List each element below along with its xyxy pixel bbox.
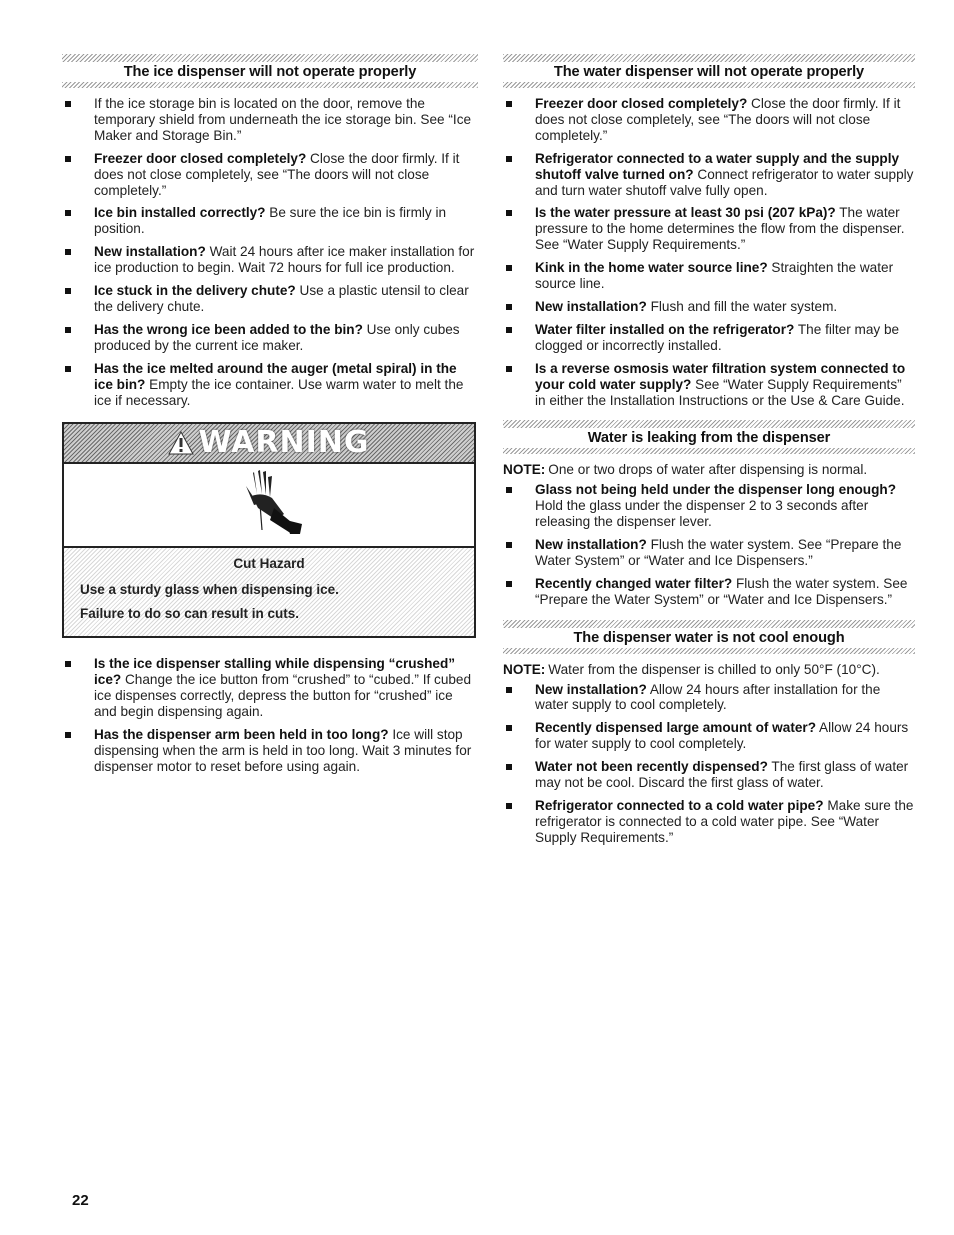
list-item: New installation? Allow 24 hours after installation for the water supply to cool completely. xyxy=(503,682,915,714)
right-column xyxy=(503,54,915,853)
cool-note: NOTE: Water from the dispenser is chilled to only 50°F (10°C). xyxy=(503,661,880,677)
bullet-icon xyxy=(506,581,512,587)
bullet-icon xyxy=(506,487,512,493)
list-item: Glass not being held under the dispenser long enough? Hold the glass under the dispenser 2 to 3 seconds after releasing the dispenser lever. xyxy=(503,482,915,530)
leak-section-header xyxy=(503,420,915,454)
ice-section-title: The ice dispenser will not operate properly xyxy=(123,64,417,80)
list-item: Is a reverse osmosis water filtration system connected to your cold water supply? See “Water Supply Requirements” in either the Installation Instructions or the Use & Care Guide. xyxy=(503,361,915,409)
leak-note: NOTE: One or two drops of water after dispensing is normal. xyxy=(503,462,868,478)
list-item: Refrigerator connected to a cold water pipe? Make sure the refrigerator is connected to a cold water pipe. See “Water Supply Requirements.” xyxy=(503,798,915,846)
water-section-title: The water dispenser will not operate properly xyxy=(553,64,865,80)
warning-box xyxy=(62,422,476,638)
bullet-icon xyxy=(506,304,512,310)
warning-line-1: Use a sturdy glass when dispensing ice. xyxy=(80,582,339,598)
bullet-icon xyxy=(506,210,512,216)
list-item: New installation? Flush the water system. See “Prepare the Water System” or “Water and Ice Dispensers.” xyxy=(503,537,915,569)
list-item: Kink in the home water source line? Straighten the water source line. xyxy=(503,260,915,292)
bullet-icon xyxy=(65,101,71,107)
cut-hand-icon xyxy=(224,468,314,542)
warning-header xyxy=(64,424,474,464)
bullet-icon xyxy=(65,366,71,372)
bullet-icon xyxy=(65,732,71,738)
cool-section-title: The dispenser water is not cool enough xyxy=(573,629,845,646)
cool-section-list xyxy=(503,682,915,846)
bullet-icon xyxy=(65,156,71,162)
list-item: New installation? Wait 24 hours after ice maker installation for ice production to begin. Wait 72 hours for full ice production. xyxy=(62,244,478,276)
ice-section-list xyxy=(62,96,478,408)
list-item: New installation? Flush and fill the water system. xyxy=(503,299,915,315)
list-item: Is the water pressure at least 30 psi (207 kPa)? The water pressure to the home determines the flow from the dispenser. See “Water Supply Requirements.” xyxy=(503,205,915,253)
water-section-list xyxy=(503,96,915,408)
list-item: Has the wrong ice been added to the bin? Use only cubes produced by the current ice maker. xyxy=(62,322,478,354)
cool-section-header xyxy=(503,620,915,654)
left-column xyxy=(62,54,478,781)
bullet-icon xyxy=(506,156,512,162)
bullet-icon xyxy=(65,288,71,294)
leak-section-title: Water is leaking from the dispenser xyxy=(587,430,831,447)
list-item: Water filter installed on the refrigerator? The filter may be clogged or incorrectly installed. xyxy=(503,322,915,354)
warning-body xyxy=(64,548,474,636)
warning-line-2: Failure to do so can result in cuts. xyxy=(80,606,300,622)
list-item: Ice bin installed correctly? Be sure the ice bin is firmly in position. xyxy=(62,205,478,237)
warning-graphic xyxy=(64,464,474,548)
leak-section-list xyxy=(503,482,915,607)
bullet-icon xyxy=(506,725,512,731)
warning-title: WARNING xyxy=(198,425,370,461)
list-item: Has the ice melted around the auger (metal spiral) in the ice bin? Empty the ice container. Use warm water to melt the ice if necessary. xyxy=(62,361,478,409)
list-item: Freezer door closed completely? Close the door firmly. If it does not close completely, see “The doors will not close completely.” xyxy=(503,96,915,144)
warning-hazard: Cut Hazard xyxy=(233,556,305,572)
bullet-icon xyxy=(506,265,512,271)
ice-more-list xyxy=(62,656,478,774)
ice-section-header xyxy=(62,54,478,88)
bullet-icon xyxy=(506,542,512,548)
bullet-icon xyxy=(506,803,512,809)
list-item: Is the ice dispenser stalling while dispensing “crushed” ice? Change the ice button from “crushed” to “cubed.” If cubed ice dispenses correctly, depress the button for “crushed” ice and begin dispensing again. xyxy=(62,656,478,720)
list-item: Recently changed water filter? Flush the water system. See “Prepare the Water System” or “Water and Ice Dispensers.” xyxy=(503,576,915,608)
list-item: Recently dispensed large amount of water? Allow 24 hours for water supply to cool completely. xyxy=(503,720,915,752)
bullet-icon xyxy=(65,210,71,216)
bullet-icon xyxy=(506,101,512,107)
bullet-icon xyxy=(506,327,512,333)
warning-triangle-icon xyxy=(168,431,194,455)
bullet-icon xyxy=(506,764,512,770)
list-item: Has the dispenser arm been held in too long? Ice will stop dispensing when the arm is held in too long. Wait 3 minutes for dispenser motor to reset before using again. xyxy=(62,727,478,775)
list-item: Ice stuck in the delivery chute? Use a plastic utensil to clear the delivery chute. xyxy=(62,283,478,315)
bullet-icon xyxy=(65,249,71,255)
bullet-icon xyxy=(506,366,512,372)
water-section-header xyxy=(503,54,915,88)
list-item: Water not been recently dispensed? The first glass of water may not be cool. Discard the first glass of water. xyxy=(503,759,915,791)
list-item: If the ice storage bin is located on the door, remove the temporary shield from underneath the ice storage bin. See “Ice Maker and Storage Bin.” xyxy=(62,96,478,144)
bullet-icon xyxy=(65,661,71,667)
list-item: Refrigerator connected to a water supply and the supply shutoff valve turned on? Connect refrigerator to water supply and turn water shutoff valve fully open. xyxy=(503,151,915,199)
list-item: Freezer door closed completely? Close the door firmly. If it does not close completely, see “The doors will not close completely.” xyxy=(62,151,478,199)
bullet-icon xyxy=(65,327,71,333)
bullet-icon xyxy=(506,687,512,693)
page-number: 22 xyxy=(72,1192,89,1209)
